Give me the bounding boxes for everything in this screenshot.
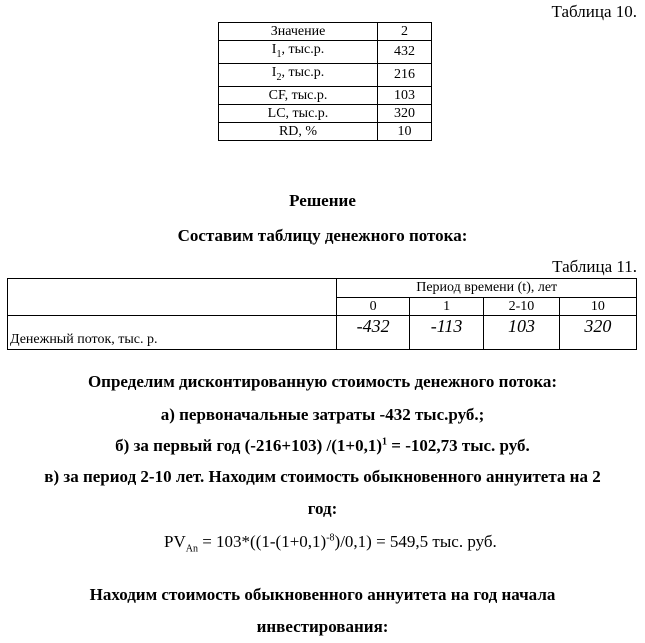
table10-label-lc: LC, тыс.р. bbox=[219, 104, 378, 122]
table10 bbox=[218, 22, 432, 141]
table11-value-2-10: 103 bbox=[484, 316, 559, 350]
table10-value-cf: 103 bbox=[378, 86, 432, 104]
table11 bbox=[7, 278, 637, 350]
table11-value-1: -113 bbox=[409, 316, 483, 350]
table11-caption: Таблица 11. bbox=[552, 257, 637, 276]
table10-caption: Таблица 10. bbox=[551, 2, 637, 21]
solution-subheading: Составим таблицу денежного потока: bbox=[177, 226, 468, 245]
table11-empty-corner bbox=[8, 279, 337, 316]
table-row bbox=[219, 23, 432, 41]
table11-period-0: 0 bbox=[337, 298, 409, 316]
table10-value-i1: 432 bbox=[378, 41, 432, 64]
table-row bbox=[219, 41, 432, 64]
formula-pv-annuity: $PV_{An} = 103*((1-(1+0,1)^{-8})/0,1) = 549,5$ тыс. руб. bbox=[164, 532, 497, 555]
table11-period-1: 1 bbox=[409, 298, 483, 316]
table10-value-rd: 10 bbox=[378, 122, 432, 140]
discount-item-b: б) за первый год (-216+103) $/(1+0,1)^1 = -102,73$ тыс. руб. bbox=[115, 436, 530, 455]
discount-item-c-line1: в) за период 2-10 лет. Находим стоимость обыкновенного аннуитета на 2 bbox=[44, 467, 601, 486]
table11-value-0: -432 bbox=[337, 316, 409, 350]
table-row bbox=[219, 104, 432, 122]
table10-header-value: 2 bbox=[378, 23, 432, 41]
table-row bbox=[219, 122, 432, 140]
discount-next-line2: инвестирования: bbox=[256, 617, 389, 636]
table-row bbox=[219, 63, 432, 86]
table10-label-rd: RD, % bbox=[219, 122, 378, 140]
solution-heading: Решение bbox=[289, 191, 356, 210]
discount-item-c-line2: год: bbox=[307, 499, 338, 518]
table11-period-10: 10 bbox=[559, 298, 636, 316]
table10-label-i1: $I_1$, тыс.р. bbox=[219, 41, 378, 64]
table10-label-i2: $I_2$, тыс.р. bbox=[219, 63, 378, 86]
table11-period-2-10: 2-10 bbox=[484, 298, 559, 316]
discount-next-line1: Находим стоимость обыкновенного аннуитета на год начала bbox=[89, 585, 556, 604]
discount-item-a: а) первоначальные затраты -432 тыс.руб.; bbox=[160, 405, 485, 424]
table10-value-lc: 320 bbox=[378, 104, 432, 122]
discount-intro: Определим дисконтированную стоимость денежного потока: bbox=[87, 372, 558, 391]
table-row bbox=[8, 279, 637, 298]
table11-value-10: 320 bbox=[559, 316, 636, 350]
table10-label-cf: CF, тыс.р. bbox=[219, 86, 378, 104]
table10-header-label: Значение bbox=[219, 23, 378, 41]
table-row bbox=[219, 86, 432, 104]
table11-period-header: Период времени (t), лет bbox=[337, 279, 637, 298]
table11-row-label: Денежный поток, тыс. р. bbox=[8, 316, 337, 350]
table10-value-i2: 216 bbox=[378, 63, 432, 86]
table-row bbox=[8, 316, 637, 350]
